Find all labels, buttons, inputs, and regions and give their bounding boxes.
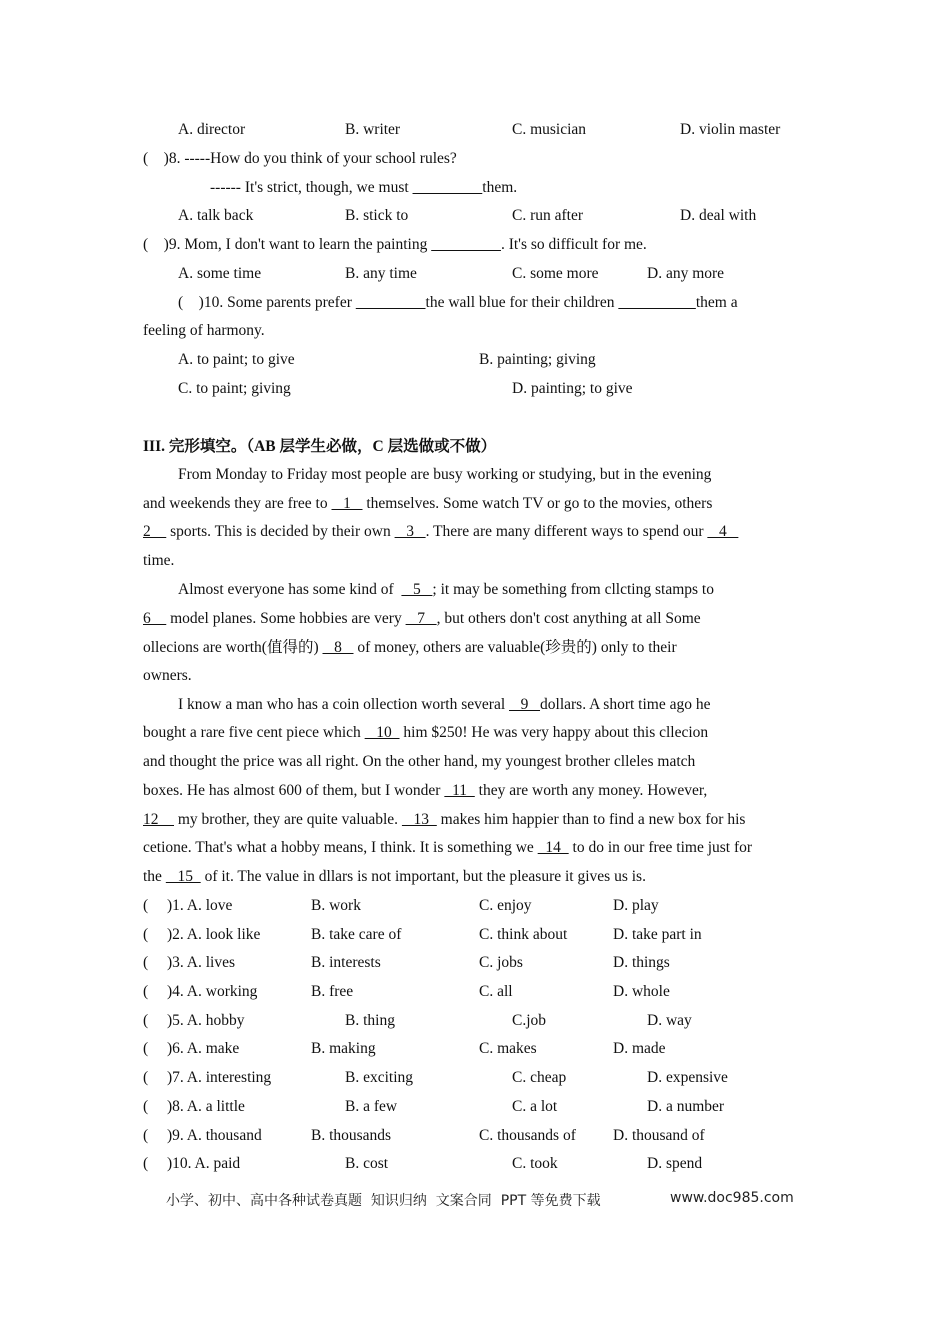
options-line [178, 350, 295, 370]
text-segment: time. [143, 552, 175, 569]
options-line [512, 379, 633, 399]
options-line [512, 206, 583, 226]
text-segment: )9. A. thousand [167, 1127, 262, 1144]
text-segment: C. some more [512, 265, 599, 282]
text-segment: )7. A. interesting [167, 1069, 272, 1086]
text-segment: III. 完形填空。（AB 层学生必做，C 层选做或不做） [143, 438, 497, 455]
text-segment: them a [695, 294, 738, 311]
options-line [512, 120, 586, 140]
options-line [178, 206, 253, 226]
text-segment: D. way [647, 1012, 692, 1029]
answer-blank: 2 [143, 523, 167, 540]
question-line [178, 293, 738, 313]
cloze-option-line [647, 1154, 702, 1174]
cloze-option-line [167, 896, 232, 916]
passage-line [143, 638, 677, 658]
footer-text: 小学、初中、高中各种试卷真题 知识归纳 文案合同 PPT 等免费下载 [166, 1193, 601, 1209]
cloze-option-line [143, 1011, 148, 1031]
question-line [143, 235, 647, 255]
text-segment: ; it may be something from cllcting stamps to [432, 581, 714, 598]
text-segment: C. makes [479, 1040, 537, 1057]
text-segment: ( [143, 1098, 149, 1115]
answer-blank: 8 [322, 639, 354, 656]
cloze-option-line [167, 953, 235, 973]
cloze-option-line [311, 953, 381, 973]
cloze-option-line [167, 1154, 240, 1174]
cloze-option-line [143, 1126, 148, 1146]
cloze-option-line [143, 1154, 148, 1174]
text-segment: ( [143, 1127, 149, 1144]
text-segment: ( [143, 1155, 149, 1172]
text-segment: D. thousand of [613, 1127, 705, 1144]
options-line [345, 120, 400, 140]
options-line [512, 264, 599, 284]
text-segment: they are worth any money. However, [474, 782, 708, 799]
cloze-option-line [143, 896, 148, 916]
text-segment: ( [143, 983, 149, 1000]
answer-blank: 7 [405, 610, 437, 627]
text-segment: D. things [613, 954, 670, 971]
text-segment: , but others don't cost anything at all Some [436, 610, 701, 627]
options-line [680, 206, 756, 226]
text-segment: of it. The value in dllars is not important, but the pleasure it gives us is. [200, 868, 646, 885]
cloze-option-line [167, 1011, 245, 1031]
text-segment: C. run after [512, 207, 584, 224]
text-segment: ( [143, 926, 149, 943]
text-segment: the wall blue for their children [425, 294, 619, 311]
cloze-option-line [479, 982, 513, 1002]
answer-blank: 3 [394, 523, 426, 540]
text-segment: B. writer [345, 121, 401, 138]
options-line [345, 264, 417, 284]
text-segment: B. interests [311, 954, 381, 971]
cloze-option-line [512, 1068, 566, 1088]
text-segment: I know a man who has a coin ollection worth several [178, 696, 510, 713]
heading-line [143, 437, 496, 457]
cloze-option-line [311, 896, 361, 916]
text-segment: )2. A. look like [167, 926, 261, 943]
text-segment: sports. This is decided by their own [166, 523, 395, 540]
text-segment: B. free [311, 983, 354, 1000]
text-segment: ( [143, 1012, 149, 1029]
text-segment: C. musician [512, 121, 587, 138]
options-line [178, 264, 261, 284]
answer-blank: 9 [509, 696, 541, 713]
text-segment: D. made [613, 1040, 666, 1057]
text-segment: feeling of harmony. [143, 322, 265, 339]
text-segment: From Monday to Friday most people are busy working or studying, but in the evening [178, 466, 712, 483]
text-segment: C. jobs [479, 954, 523, 971]
text-segment: A. talk back [178, 207, 254, 224]
text-segment: )4. A. working [167, 983, 258, 1000]
options-line [178, 120, 245, 140]
cloze-option-line [311, 1126, 391, 1146]
text-segment: Almost everyone has some kind of [178, 581, 402, 598]
text-segment: A. director [178, 121, 246, 138]
cloze-option-line [167, 1097, 245, 1117]
text-segment: . There are many different ways to spend our [425, 523, 708, 540]
cloze-option-line [311, 1039, 376, 1059]
text-segment: dollars. A short time ago he [540, 696, 711, 713]
text-segment: B. painting; giving [479, 351, 596, 368]
text-segment: C. cheap [512, 1069, 567, 1086]
text-segment: ( )8. -----How do you think of your school rules? [143, 150, 457, 167]
cloze-option-line [143, 982, 148, 1002]
text-segment: B. take care of [311, 926, 402, 943]
passage-line [143, 666, 192, 686]
cloze-option-line [167, 925, 260, 945]
text-segment: ( )10. Some parents prefer [178, 294, 356, 311]
text-segment: themselves. Some watch TV or go to the movies, others [362, 495, 713, 512]
passage-line [143, 551, 174, 571]
cloze-option-line [647, 1011, 692, 1031]
text-segment: B. thing [345, 1012, 395, 1029]
text-segment: D. play [613, 897, 659, 914]
passage-line [143, 723, 708, 743]
answer-blank: 12 [143, 811, 174, 828]
text-segment: to do in our free time just for [568, 839, 753, 856]
text-segment: . It's so difficult for me. [500, 236, 647, 253]
cloze-option-line [512, 1097, 557, 1117]
text-segment: C. took [512, 1155, 558, 1172]
text-segment: B. any time [345, 265, 417, 282]
text-segment: ( [143, 1069, 149, 1086]
passage-line [143, 781, 707, 801]
cloze-option-line [613, 982, 670, 1002]
text-segment: and thought the price was all right. On the other hand, my youngest brother clleles match [143, 753, 696, 770]
text-segment: D. violin master [680, 121, 781, 138]
footer-url: www.doc985.com [670, 1190, 794, 1206]
question-line [210, 178, 517, 198]
text-segment: owners. [143, 667, 192, 684]
answer-blank: 13 [401, 811, 437, 828]
cloze-option-line [613, 925, 702, 945]
cloze-option-line [479, 925, 567, 945]
passage-line [143, 838, 752, 858]
text-segment: A. some time [178, 265, 262, 282]
text-segment: bought a rare five cent piece which [143, 724, 365, 741]
cloze-option-line [512, 1154, 558, 1174]
text-segment: ( )9. Mom, I don't want to learn the painting [143, 236, 432, 253]
answer-blank: 10 [364, 724, 400, 741]
cloze-option-line [647, 1097, 724, 1117]
text-segment: ------ It's strict, though, we must [210, 179, 413, 196]
cloze-option-line [345, 1011, 395, 1031]
cloze-option-line [479, 1126, 576, 1146]
cloze-option-line [143, 1097, 148, 1117]
answer-blank: 11 [444, 782, 475, 799]
text-segment: D. whole [613, 983, 670, 1000]
answer-blank: 4 [707, 523, 739, 540]
answer-blank [356, 294, 426, 311]
text-segment: C. think about [479, 926, 568, 943]
answer-blank: 1 [331, 495, 363, 512]
cloze-option-line [345, 1154, 388, 1174]
answer-blank: 5 [401, 581, 433, 598]
cloze-option-line [613, 1039, 666, 1059]
question-line [143, 321, 265, 341]
text-segment: of money, others are valuable(珍贵的) only to their [353, 639, 677, 656]
text-segment: )8. A. a little [167, 1098, 245, 1115]
text-segment: B. stick to [345, 207, 409, 224]
text-segment: cetione. That's what a hobby means, I think. It is something we [143, 839, 538, 856]
options-line [647, 264, 724, 284]
passage-line [143, 867, 646, 887]
cloze-option-line [613, 896, 659, 916]
question-line [143, 149, 457, 169]
text-segment: model planes. Some hobbies are very [166, 610, 406, 627]
passage-line [178, 580, 714, 600]
answer-blank [413, 179, 483, 196]
text-segment: them. [482, 179, 518, 196]
cloze-option-line [512, 1011, 546, 1031]
passage-line [178, 695, 711, 715]
cloze-option-line [143, 1068, 148, 1088]
cloze-option-line [613, 953, 670, 973]
cloze-option-line [345, 1068, 413, 1088]
cloze-option-line [647, 1068, 728, 1088]
cloze-option-line [479, 953, 523, 973]
passage-line [178, 465, 711, 485]
passage-line [143, 609, 701, 629]
passage-line [143, 752, 695, 772]
passage-line [143, 522, 738, 542]
text-segment: makes him happier than to find a new box for his [436, 811, 746, 828]
passage-line [143, 494, 712, 514]
cloze-option-line [311, 982, 353, 1002]
text-segment: A. to paint; to give [178, 351, 295, 368]
text-segment: D. take part in [613, 926, 702, 943]
text-segment: C.job [512, 1012, 547, 1029]
text-segment: D. deal with [680, 207, 757, 224]
text-segment: my brother, they are quite valuable. [174, 811, 402, 828]
options-line [680, 120, 780, 140]
text-segment: ( [143, 954, 149, 971]
text-segment: )3. A. lives [167, 954, 236, 971]
answer-blank: 14 [537, 839, 569, 856]
answer-blank: 6 [143, 610, 167, 627]
text-segment: )1. A. love [167, 897, 233, 914]
text-segment: B. a few [345, 1098, 398, 1115]
text-segment: D. expensive [647, 1069, 728, 1086]
options-line [479, 350, 596, 370]
cloze-option-line [479, 1039, 537, 1059]
text-segment: ( [143, 897, 149, 914]
cloze-option-line [143, 1039, 148, 1059]
text-segment: )6. A. make [167, 1040, 240, 1057]
text-segment: B. work [311, 897, 361, 914]
text-segment: B. cost [345, 1155, 389, 1172]
options-line [345, 206, 408, 226]
cloze-option-line [167, 1126, 262, 1146]
cloze-option-line [479, 896, 532, 916]
text-segment: B. exciting [345, 1069, 414, 1086]
text-segment: C. enjoy [479, 897, 532, 914]
text-segment: B. making [311, 1040, 376, 1057]
answer-blank [618, 294, 696, 311]
text-segment: B. thousands [311, 1127, 392, 1144]
cloze-option-line [143, 925, 148, 945]
cloze-option-line [167, 982, 257, 1002]
text-segment: D. a number [647, 1098, 725, 1115]
text-segment: )10. A. paid [167, 1155, 241, 1172]
options-line [178, 379, 291, 399]
text-segment: C. all [479, 983, 513, 1000]
text-segment: him $250! He was very happy about this cllecion [399, 724, 709, 741]
cloze-option-line [613, 1126, 705, 1146]
text-segment: C. a lot [512, 1098, 558, 1115]
text-segment: D. any more [647, 265, 725, 282]
answer-blank: 15 [165, 868, 201, 885]
cloze-option-line [311, 925, 401, 945]
text-segment: C. thousands of [479, 1127, 576, 1144]
text-segment: ollecions are worth(值得的) [143, 639, 323, 656]
text-segment: and weekends they are free to [143, 495, 332, 512]
text-segment: boxes. He has almost 600 of them, but I wonder [143, 782, 445, 799]
cloze-option-line [167, 1039, 239, 1059]
cloze-option-line [345, 1097, 397, 1117]
answer-blank [431, 236, 501, 253]
text-segment: ( [143, 1040, 149, 1057]
text-segment: )5. A. hobby [167, 1012, 245, 1029]
text-segment: D. painting; to give [512, 380, 633, 397]
cloze-option-line [167, 1068, 271, 1088]
text-segment: the [143, 868, 166, 885]
passage-line [143, 810, 745, 830]
text-segment: D. spend [647, 1155, 703, 1172]
cloze-option-line [143, 953, 148, 973]
text-segment: C. to paint; giving [178, 380, 291, 397]
